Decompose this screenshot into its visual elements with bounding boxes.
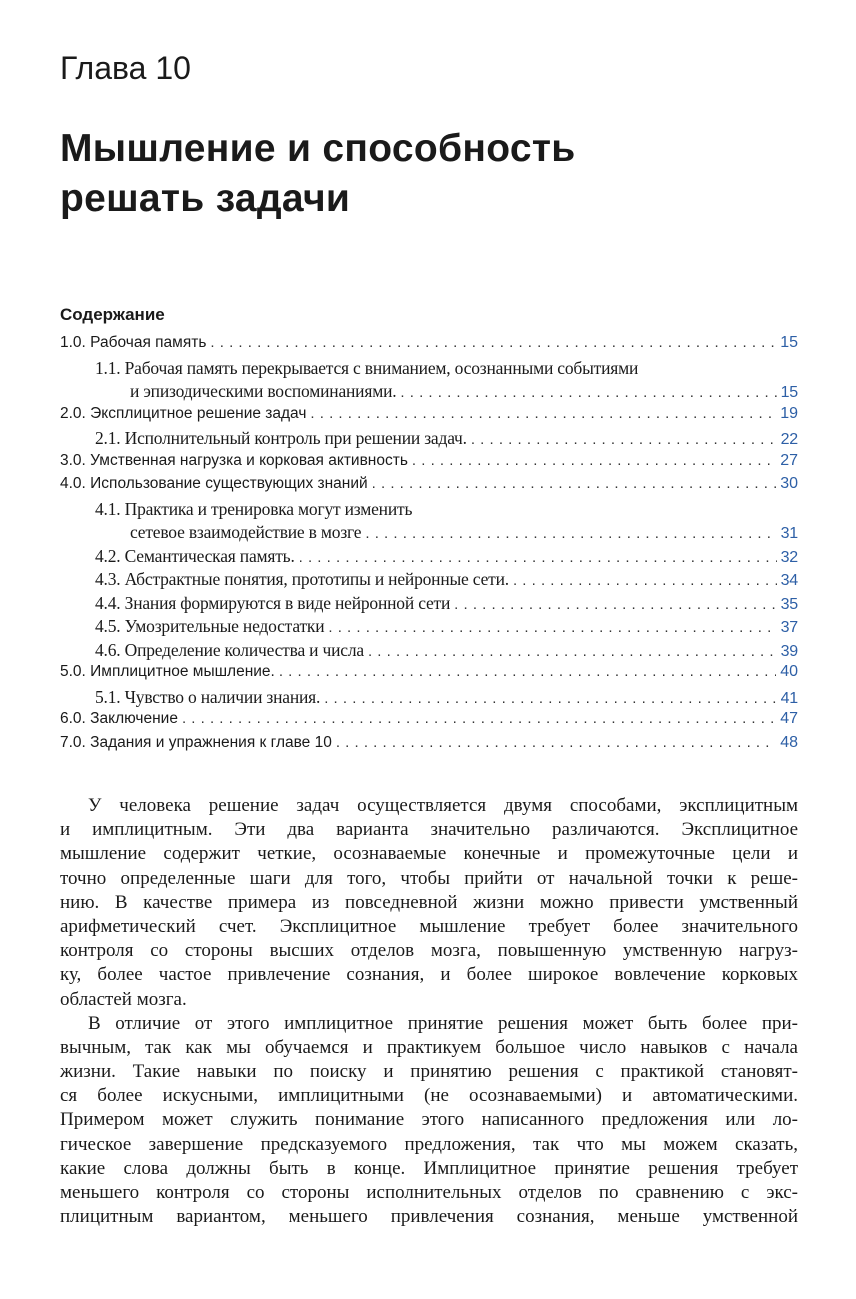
- toc-entry-title: 3.0. Умственная нагрузка и корковая активность: [60, 451, 408, 469]
- dot-leader: [279, 663, 776, 680]
- toc-page-number[interactable]: 35: [780, 595, 798, 613]
- toc-entry[interactable]: [60, 640, 798, 664]
- toc-entry-title: 5.0. Имплицитное мышление.: [60, 663, 275, 680]
- toc-heading: Содержание: [60, 305, 165, 324]
- text-line: арифметический счет. Эксплицитное мышление требует более значительного: [60, 915, 798, 937]
- toc-entry-title: 4.1. Практика и тренировка могут изменить: [95, 498, 413, 519]
- toc-entry-title: 4.5. Умозрительные недостатки: [95, 616, 325, 636]
- dot-leader: [365, 525, 776, 542]
- chapter-title-line: решать задачи: [60, 177, 351, 220]
- toc-entry[interactable]: [60, 499, 798, 523]
- toc-page-number[interactable]: 48: [780, 733, 798, 751]
- toc-page-number[interactable]: 15: [780, 384, 798, 401]
- dot-leader: [513, 572, 777, 589]
- text-line: гическое завершение предсказуемого предложения, так что мы можем сказать,: [60, 1133, 798, 1155]
- toc-entry-title: 2.1. Исполнительный контроль при решении задач.: [95, 428, 467, 448]
- chapter-label: Глава 10: [60, 50, 191, 86]
- text-line: плицитным вариантом, меньшего привлечения сознания, меньше умственной: [60, 1206, 798, 1228]
- toc-entry-title: 1.0. Рабочая память: [60, 334, 207, 351]
- toc-entry[interactable]: [60, 358, 798, 382]
- dot-leader: [310, 405, 776, 422]
- toc-page-number[interactable]: 47: [780, 710, 798, 727]
- toc-page-number[interactable]: 30: [780, 475, 798, 492]
- toc-entry[interactable]: [60, 569, 798, 593]
- paragraph: [60, 794, 798, 1012]
- text-line: ку, более частое привлечение сознания, и более широкое вовлечение корковых: [60, 964, 798, 986]
- dot-leader: [368, 643, 777, 660]
- text-line: точно определенные шаги для того, чтобы прийти от начальной точки к реше-: [60, 867, 798, 889]
- text-line: ся более искусными, имплицитными (не осознаваемыми) и автоматическими.: [60, 1085, 798, 1107]
- toc-entry[interactable]: [60, 381, 798, 405]
- toc-entry[interactable]: [60, 452, 798, 476]
- toc-page-number[interactable]: 31: [780, 525, 798, 542]
- toc-page-number[interactable]: 37: [780, 619, 798, 636]
- toc-entry[interactable]: [60, 522, 798, 546]
- toc-entry-title: 4.0. Использование существующих знаний: [60, 475, 368, 492]
- toc-entry-title: сетевое взаимодействие в мозге: [130, 522, 362, 542]
- text-line: У человека решение задач осуществляется двумя способами, эксплицитным: [88, 795, 798, 816]
- toc-entry[interactable]: [60, 734, 798, 758]
- toc-entry-title: 7.0. Задания и упражнения к главе 10: [60, 733, 332, 751]
- toc-entry-title: 4.4. Знания формируются в виде нейронной сети: [95, 592, 451, 613]
- toc-page-number[interactable]: 19: [780, 404, 798, 422]
- toc-entry-title: 4.6. Определение количества и числа: [95, 639, 364, 660]
- dot-leader: [471, 431, 777, 448]
- toc-entry[interactable]: [60, 593, 798, 617]
- toc-entry-title: и эпизодическими воспоминаниями.: [130, 381, 397, 401]
- toc-entry[interactable]: [60, 428, 798, 452]
- toc-entry[interactable]: [60, 710, 798, 734]
- toc-page-number[interactable]: 15: [780, 334, 798, 351]
- toc-page-number[interactable]: 27: [780, 451, 798, 469]
- toc-page-number[interactable]: 34: [780, 572, 798, 589]
- text-line: вычным, так как мы обучаемся и практикуем большое число навыков с начала: [60, 1036, 798, 1058]
- text-line: Примером может служить понимание этого написанного предложения или ло-: [60, 1109, 798, 1131]
- dot-leader: [299, 549, 777, 566]
- text-line: мышление содержит четкие, осознаваемые конечные и промежуточные цели и: [60, 843, 798, 865]
- paragraph: [60, 1012, 798, 1230]
- toc-entry[interactable]: [60, 475, 798, 499]
- toc-page-number[interactable]: 40: [780, 663, 798, 680]
- toc-entry-title: 6.0. Заключение: [60, 710, 178, 727]
- toc-entry-title: 1.1. Рабочая память перекрывается с вниманием, осознанными событиями: [95, 357, 639, 378]
- toc-entry-title: 4.3. Абстрактные понятия, прототипы и нейронные сети.: [95, 569, 509, 589]
- text-line: какие слова должны быть в конце. Имплицитное принятие решения требует: [60, 1157, 798, 1179]
- chapter-title-line: Мышление и способность: [60, 127, 576, 170]
- dot-leader: [336, 734, 776, 751]
- toc-page-number[interactable]: 41: [780, 689, 798, 707]
- toc-page-number[interactable]: 32: [780, 548, 798, 566]
- body-text: [60, 794, 798, 1229]
- text-line: меньшего контроля со стороны исполнительных отделов по сравнению с экс-: [60, 1182, 798, 1203]
- text-line: областей мозга.: [60, 988, 187, 1010]
- dot-leader: [400, 384, 776, 401]
- toc-entry[interactable]: [60, 687, 798, 711]
- toc-page-number[interactable]: 22: [780, 431, 798, 448]
- text-line: жизни. Такие навыки по поиску и принятию решения с практикой становят-: [60, 1061, 798, 1083]
- toc-entry[interactable]: [60, 616, 798, 640]
- toc-entry-title: 4.2. Семантическая память.: [95, 545, 295, 566]
- text-line: контроля со стороны высших отделов мозга, повышенную умственную нагруз-: [60, 940, 798, 962]
- dot-leader: [372, 475, 777, 492]
- table-of-contents: [60, 334, 798, 757]
- toc-entry-title: 5.1. Чувство о наличии знания.: [95, 686, 321, 707]
- dot-leader: [324, 690, 776, 707]
- toc-entry[interactable]: [60, 334, 798, 358]
- dot-leader: [412, 452, 776, 469]
- text-line: В отличие от этого имплицитное принятие решения может быть более при-: [88, 1012, 798, 1034]
- text-line: нию. В качестве примера из повседневной жизни можно привести умственный: [60, 891, 798, 913]
- dot-leader: [454, 596, 776, 613]
- chapter-title: [60, 124, 576, 224]
- dot-leader: [182, 710, 776, 727]
- toc-entry-title: 2.0. Эксплицитное решение задач: [60, 404, 307, 422]
- dot-leader: [210, 334, 776, 351]
- text-line: и имплицитным. Эти два варианта значительно различаются. Эксплицитное: [60, 819, 798, 841]
- toc-entry[interactable]: [60, 663, 798, 687]
- toc-page-number[interactable]: 39: [780, 642, 798, 660]
- toc-entry[interactable]: [60, 546, 798, 570]
- dot-leader: [328, 619, 776, 636]
- toc-entry[interactable]: [60, 405, 798, 429]
